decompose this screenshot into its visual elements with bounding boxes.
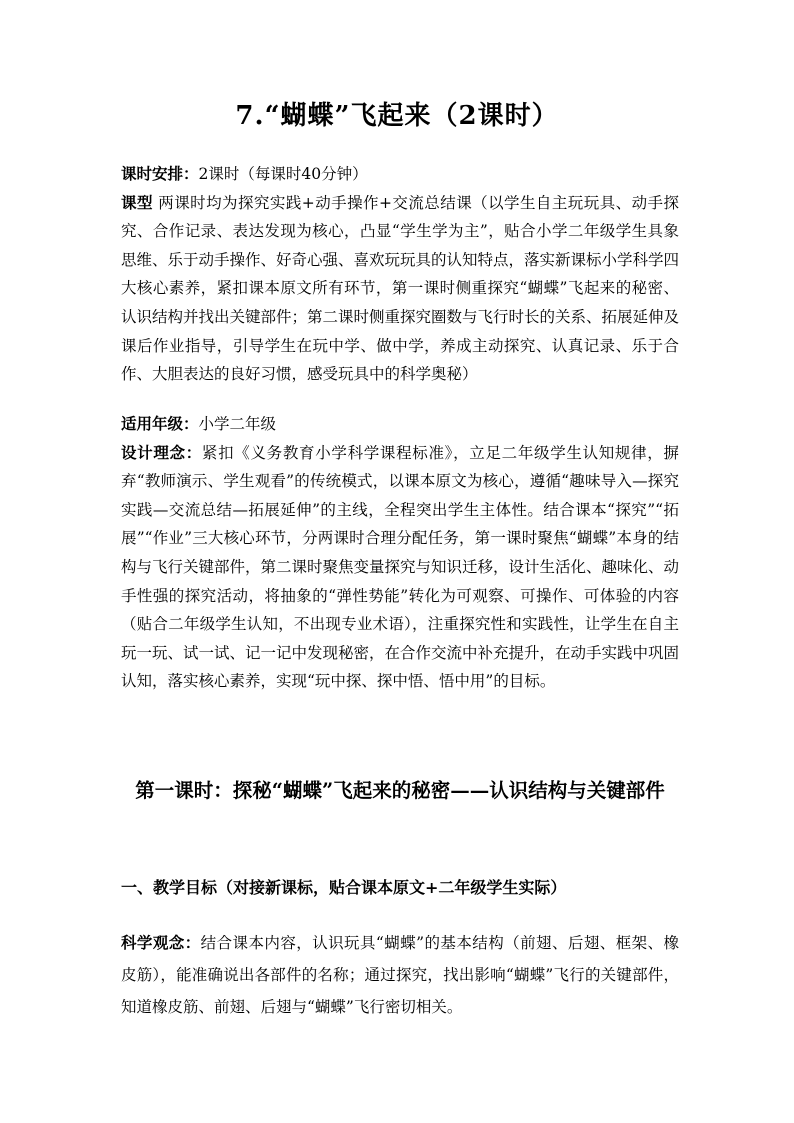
grade-paragraph [121, 410, 679, 439]
document-title: 7.“蝴蝶”飞起来（2课时） [235, 101, 559, 131]
design-concept-label: 设计理念： [121, 442, 202, 462]
science-concept-paragraph [121, 927, 679, 1023]
schedule-label: 课时安排： [121, 164, 199, 183]
schedule-paragraph [121, 160, 679, 189]
lesson-type-value: 两课时均为探究实践+动手操作+交流总结课（以学生自主玩玩具、动手探究、合作记录、表达发现为核心，凸显“学生学为主”，贴合小学二年级学生具象思维、乐于动手操作、好奇心强、喜欢玩玩具的认知特点，落实新课标小学科学四大核心素养，紧扣课本原文所有环节，第一课时侧重探究“蝴蝶”飞起来的秘密、认识结构并找出关键部件；第二课时侧重探究圈数与飞行时长的关系、拓展延伸及课后作业指导，引导学生在玩中学、做中学，养成主动探究、认真记录、乐于合作、大胆表达的良好习惯，感受玩具中的科学奥秘） [121, 193, 680, 384]
grade-value: 小学二年级 [198, 415, 277, 433]
lesson-type-label: 课型 [121, 192, 153, 212]
teaching-goals-heading: 一、教学目标（对接新课标，贴合课本原文+二年级学生实际） [121, 878, 567, 897]
lesson-type-paragraph [121, 189, 679, 389]
schedule-value: 2课时（每课时40分钟） [198, 165, 368, 183]
science-concept-label: 科学观念： [121, 933, 201, 952]
design-concept-paragraph [121, 439, 679, 696]
lesson1-title: 第一课时：探秘“蝴蝶”飞起来的秘密——认识结构与关键部件 [135, 779, 665, 802]
science-concept-value: 结合课本内容，认识玩具“蝴蝶”的基本结构（前翅、后翅、框架、橡皮筋），能准确说出各部件的名称；通过探究，找出影响“蝴蝶”飞行的关键部件，知道橡皮筋、前翅、后翅与“蝴蝶”飞行密切相关。 [121, 934, 679, 1016]
design-concept-value: 紧扣《义务教育小学科学课程标准》，立足二年级学生认知规律，摒弃“教师演示、学生观看”的传统模式，以课本原文为核心，遵循“趣味导入—探究实践—交流总结—拓展延伸”的主线，全程突出学生主体性。结合课本“探究”“拓展”“作业”三大核心环节，分两课时合理分配任务，第一课时聚焦“蝴蝶”本身的结构与飞行关键部件，第二课时聚焦变量探究与知识迁移，设计生活化、趣味化、动手性强的探究活动，将抽象的“弹性势能”转化为可观察、可操作、可体验的内容（贴合二年级学生认知，不出现专业术语），注重探究性和实践性，让学生在自主玩一玩、试一试、记一记中发现秘密，在合作交流中补充提升，在动手实践中巩固认知，落实核心素养，实现“玩中探、探中悟、悟中用”的目标。 [121, 443, 680, 691]
grade-label: 适用年级： [121, 414, 199, 433]
